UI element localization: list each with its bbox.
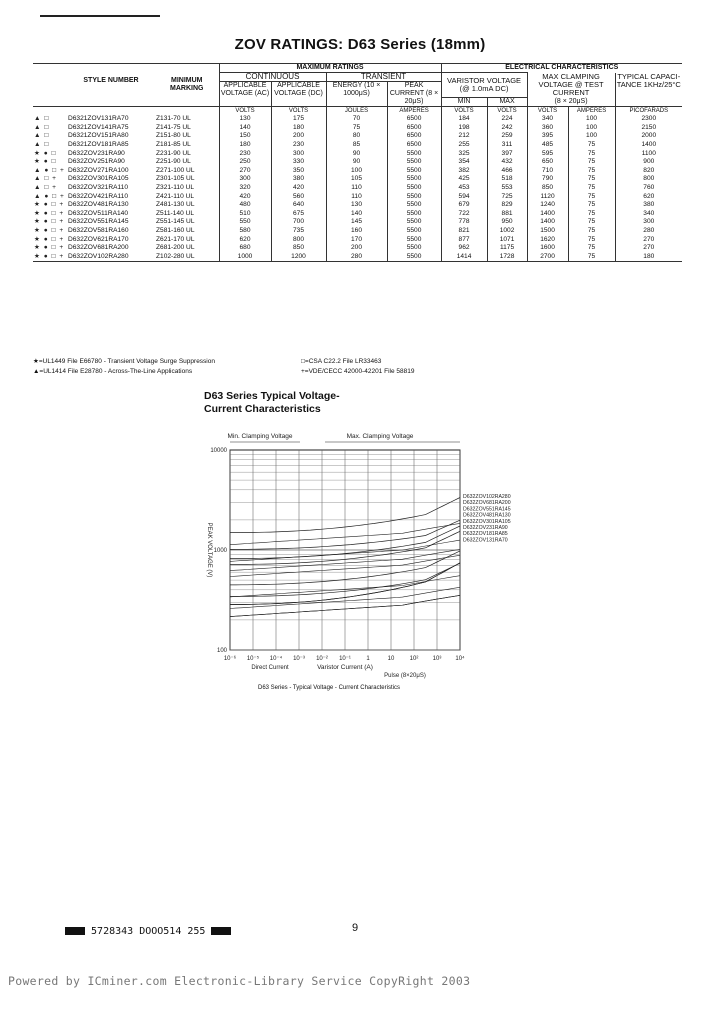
table-cell-vmax: 950: [487, 218, 527, 227]
table-cell-style: D632ZOV321RA110: [68, 184, 128, 192]
table-row: [33, 132, 682, 141]
table-cell-peak: 6500: [387, 115, 441, 124]
x-tick-label: 10⁴: [455, 656, 465, 662]
table-cell-clamp_i: 100: [568, 115, 615, 124]
approval-symbols: ▲ □ +: [34, 184, 58, 192]
table-cell-clamp_i: 75: [568, 227, 615, 236]
footnote-csa: □=CSA C22.2 File LR33463: [301, 358, 382, 365]
table-cell-clamp_i: 75: [568, 210, 615, 219]
table-cell-vac: 580: [219, 227, 271, 236]
table-cell-cap: 620: [615, 192, 682, 201]
table-cell-energy: 105: [326, 175, 387, 184]
table-cell-style: D6321ZOV131RA70: [68, 115, 129, 123]
varistor-voltage-header: VARISTOR VOLTAGE (@ 1.0mA DC): [441, 73, 527, 98]
table-cell-vac: 1000: [219, 253, 271, 262]
table-cell-cap: 2000: [615, 132, 682, 141]
x-tick-label: 10⁻⁶: [223, 656, 237, 662]
table-cell-vmin: 453: [441, 184, 487, 193]
table-cell-marking: Z321-110 UL: [156, 184, 194, 192]
x-tick-label: 10³: [432, 656, 442, 662]
clamping-pulse-header: (8 × 20μS): [527, 97, 615, 106]
table-row: [33, 141, 682, 150]
y-tick-label: 1000: [213, 548, 227, 554]
table-cell-clamp_i: 75: [568, 218, 615, 227]
table-cell-vdc: 640: [271, 201, 326, 210]
table-cell-marking: Z551-145 UL: [156, 218, 195, 226]
table-cell-clamp_v: 790: [527, 175, 568, 184]
table-cell-clamp_v: 1240: [527, 201, 568, 210]
table-row: [33, 201, 682, 210]
table-cell-vmax: 242: [487, 124, 527, 133]
table-cell-vmax: 1071: [487, 235, 527, 244]
scan-block-icon: [65, 927, 85, 935]
table-cell-vdc: 560: [271, 192, 326, 201]
table-cell-clamp_v: 595: [527, 149, 568, 158]
table-cell-energy: 110: [326, 192, 387, 201]
table-cell-style: D6321ZOV141RA75: [68, 123, 129, 131]
table-cell-marking: Z421-110 UL: [156, 192, 194, 200]
table-cell-clamp_v: 1500: [527, 227, 568, 236]
approval-symbols: ★ ● □: [34, 158, 57, 166]
legend-entry: D632ZOV481RA130: [463, 512, 511, 519]
table-cell-vdc: 800: [271, 235, 326, 244]
table-cell-marking: Z271-100 UL: [156, 166, 195, 174]
table-cell-clamp_v: 1120: [527, 192, 568, 201]
table-cell-marking: Z681-200 UL: [156, 244, 195, 252]
table-cell-vmin: 325: [441, 149, 487, 158]
table-cell-cap: 1400: [615, 141, 682, 150]
table-row: [33, 192, 682, 201]
table-cell-cap: 900: [615, 158, 682, 167]
typical-capacitance-header: TYPICAL CAPACI- TANCE 1KHz/25°C: [615, 73, 682, 107]
table-row: [33, 167, 682, 176]
table-cell-style: D632ZOV481RA130: [68, 201, 129, 209]
table-cell-clamp_i: 75: [568, 235, 615, 244]
vi-chart: [190, 425, 511, 680]
chart-grid: [230, 450, 460, 650]
table-cell-vmin: 1414: [441, 253, 487, 262]
table-cell-cap: 270: [615, 235, 682, 244]
table-cell-cap: 280: [615, 227, 682, 236]
y-tick-label: 10000: [210, 448, 227, 454]
approval-symbols: ▲ □: [34, 123, 50, 131]
table-cell-vac: 180: [219, 141, 271, 150]
approval-symbols: ▲ □: [34, 141, 50, 149]
x-tick-label: 10⁻²: [316, 656, 328, 662]
table-cell-energy: 280: [326, 253, 387, 262]
table-cell-vdc: 700: [271, 218, 326, 227]
table-cell-marking: Z301-105 UL: [156, 175, 195, 183]
table-row: [33, 235, 682, 244]
table-cell-peak: 5500: [387, 201, 441, 210]
table-cell-style: D632ZOV301RA105: [68, 175, 129, 183]
table-cell-vmin: 821: [441, 227, 487, 236]
table-cell-vmin: 255: [441, 141, 487, 150]
maximum-ratings-header: MAXIMUM RATINGS: [219, 64, 441, 73]
approval-symbols: ★ ● □: [34, 149, 57, 157]
table-cell-energy: 145: [326, 218, 387, 227]
table-row: [33, 149, 682, 158]
unit-cell: JOULES: [326, 107, 387, 116]
table-cell-peak: 5500: [387, 244, 441, 253]
table-cell-style: D632ZOV511RA140: [68, 209, 128, 217]
table-cell-marking: Z151-80 UL: [156, 132, 191, 140]
table-cell-vdc: 850: [271, 244, 326, 253]
table-cell-marking: Z102-280 UL: [155, 253, 219, 262]
chart-title: [204, 390, 340, 416]
continuous-header: CONTINUOUS: [219, 73, 326, 82]
table-cell-clamp_v: 650: [527, 158, 568, 167]
minimum-marking-header: MINIMUM MARKING: [170, 76, 204, 92]
table-cell-vmax: 1175: [487, 244, 527, 253]
page-title: ZOV RATINGS: D63 Series (18mm): [234, 36, 486, 53]
max-header: MAX: [487, 97, 527, 106]
table-cell-vmin: 962: [441, 244, 487, 253]
table-cell-vac: 300: [219, 175, 271, 184]
table-cell-vmin: 212: [441, 132, 487, 141]
table-cell-vdc: 330: [271, 158, 326, 167]
peak-current-header: PEAK CURRENT (8 × 20μS): [387, 82, 441, 107]
table-cell-vac: 510: [219, 210, 271, 219]
table-cell-vmin: 679: [441, 201, 487, 210]
table-cell-style: D6321ZOV181RA85: [68, 141, 129, 149]
table-cell-peak: 6500: [387, 132, 441, 141]
approval-symbols: ▲ ● □ +: [34, 166, 65, 174]
legend-entry: D632ZOV131RA70: [463, 537, 508, 544]
table-cell-clamp_i: 75: [568, 192, 615, 201]
table-cell-vac: 150: [219, 132, 271, 141]
table-cell-clamp_v: 1400: [527, 218, 568, 227]
min-clamping-label: Min. Clamping Voltage: [227, 433, 293, 440]
unit-cell: AMPERES: [568, 107, 615, 116]
approval-symbols: ★ ● □ +: [34, 209, 65, 217]
table-cell-vmax: 1002: [487, 227, 527, 236]
table-cell-clamp_v: 2700: [527, 253, 568, 262]
page-number: 9: [352, 922, 359, 934]
table-cell-cap: 340: [615, 210, 682, 219]
table-cell-cap: 380: [615, 201, 682, 210]
approval-symbols: ▲ □: [34, 115, 50, 123]
max-clamping-label: Max. Clamping Voltage: [346, 433, 414, 440]
table-cell-vmin: 354: [441, 158, 487, 167]
table-cell-energy: 200: [326, 244, 387, 253]
table-row: [33, 115, 682, 124]
table-cell-energy: 90: [326, 149, 387, 158]
transient-header: TRANSIENT: [326, 73, 441, 82]
table-cell-cap: 1100: [615, 149, 682, 158]
x-label-direct: Direct Current: [251, 665, 289, 671]
table-cell-vmax: 224: [487, 115, 527, 124]
applicable-voltage-ac-header: APPLICABLE VOLTAGE (AC): [219, 82, 271, 107]
table-cell-vac: 250: [219, 158, 271, 167]
table-row: [33, 244, 682, 253]
top-rule: [40, 15, 160, 17]
scan-code: 5728343 DOOO514 255: [91, 926, 206, 937]
table-cell-clamp_v: 360: [527, 124, 568, 133]
table-cell-cap: 760: [615, 184, 682, 193]
table-cell-vmin: 198: [441, 124, 487, 133]
table-cell-style: D632ZOV681RA200: [68, 244, 129, 252]
table-row: [33, 253, 682, 262]
chart-title-line1: D63 Series Typical Voltage-: [204, 390, 340, 402]
table-cell-energy: 85: [326, 141, 387, 150]
table-row: [33, 218, 682, 227]
table-cell-energy: 90: [326, 158, 387, 167]
table-cell-vac: 550: [219, 218, 271, 227]
table-cell-clamp_v: 1600: [527, 244, 568, 253]
table-cell-cap: 270: [615, 244, 682, 253]
table-cell-vmin: 778: [441, 218, 487, 227]
table-cell-style: D632ZOV102RA280: [67, 253, 155, 262]
table-cell-marking: Z511-140 UL: [156, 209, 194, 217]
table-cell-marking: Z131-70 UL: [156, 115, 191, 123]
table-cell-peak: 6500: [387, 141, 441, 150]
table-cell-clamp_v: 395: [527, 132, 568, 141]
table-cell-energy: 100: [326, 167, 387, 176]
table-cell-energy: 160: [326, 227, 387, 236]
table-cell-clamp_i: 100: [568, 124, 615, 133]
table-cell-marking: Z181-85 UL: [156, 141, 191, 149]
table-cell-peak: 5500: [387, 192, 441, 201]
table-cell-clamp_v: 1400: [527, 210, 568, 219]
table-cell-vmax: 466: [487, 167, 527, 176]
x-tick-label: 10: [387, 656, 395, 662]
table-cell-cap: 300: [615, 218, 682, 227]
table-cell-vmax: 518: [487, 175, 527, 184]
table-cell-cap: 180: [615, 253, 682, 262]
table-cell-clamp_i: 75: [568, 158, 615, 167]
table-cell-energy: 70: [326, 115, 387, 124]
energy-header: ENERGY (10 × 1000μS): [326, 82, 387, 107]
x-axis-label: Varistor Current (A): [317, 664, 373, 671]
unit-cell: AMPERES: [387, 107, 441, 116]
legend-entry: D632ZOV102RA280: [463, 494, 511, 500]
approval-symbols: ★ ● □ +: [34, 244, 65, 252]
table-cell-marking: Z231-90 UL: [156, 149, 191, 157]
table-cell-peak: 5500: [387, 227, 441, 236]
x-tick-label: 10⁻¹: [339, 656, 351, 662]
table-cell-vmin: 722: [441, 210, 487, 219]
legend-entry: D632ZOV231RA90: [463, 525, 508, 531]
x-label-pulse: Pulse (8×20μS): [384, 673, 426, 679]
table-cell-style: D6321ZOV151RA80: [68, 132, 129, 140]
unit-cell: VOLTS: [441, 107, 487, 116]
table-cell-energy: 140: [326, 210, 387, 219]
table-cell-vac: 480: [219, 201, 271, 210]
table-cell-vdc: 200: [271, 132, 326, 141]
table-cell-clamp_v: 485: [527, 141, 568, 150]
x-tick-label: 10⁻⁵: [246, 656, 260, 662]
table-cell-peak: 5500: [387, 167, 441, 176]
table-cell-marking: Z581-160 UL: [156, 227, 195, 235]
table-cell-vdc: 230: [271, 141, 326, 150]
table-cell-vmin: 184: [441, 115, 487, 124]
table-cell-clamp_i: 75: [568, 167, 615, 176]
table-cell-cap: 2150: [615, 124, 682, 133]
table-cell-vmax: 432: [487, 158, 527, 167]
table-cell-vac: 270: [219, 167, 271, 176]
footnote-vde: +=VDE/CECC 42000-42201 File 58819: [301, 368, 415, 375]
table-row: [33, 184, 682, 193]
table-cell-vdc: 175: [271, 115, 326, 124]
table-cell-energy: 80: [326, 132, 387, 141]
chart-labels: [206, 433, 465, 679]
table-cell-clamp_i: 75: [568, 253, 615, 262]
table-cell-vac: 620: [219, 235, 271, 244]
chart-legend: [463, 494, 511, 543]
unit-cell: PICOFARADS: [615, 107, 682, 116]
footnote-ul1449: ★=UL1449 File E66780 - Transient Voltage Surge Suppression: [33, 358, 215, 365]
unit-cell: VOLTS: [219, 107, 271, 116]
table-cell-vdc: 1200: [271, 253, 326, 262]
table-cell-clamp_v: 1620: [527, 235, 568, 244]
table-cell-clamp_i: 75: [568, 175, 615, 184]
approval-symbols: ▲ □: [34, 132, 50, 140]
legend-entry: D632ZOV181RA85: [463, 531, 508, 538]
table-cell-vdc: 735: [271, 227, 326, 236]
table-cell-vmin: 594: [441, 192, 487, 201]
x-tick-label: 10⁻³: [293, 656, 305, 662]
approval-symbols: ▲ ● □ +: [34, 192, 65, 200]
table-cell-vdc: 350: [271, 167, 326, 176]
table-cell-vac: 680: [219, 244, 271, 253]
table-cell-vmax: 397: [487, 149, 527, 158]
table-cell-clamp_v: 710: [527, 167, 568, 176]
x-tick-label: 10²: [409, 656, 419, 662]
chart-title-line2: Current Characteristics: [204, 403, 321, 415]
table-cell-peak: 5500: [387, 158, 441, 167]
unit-cell: VOLTS: [271, 107, 326, 116]
table-cell-marking: Z621-170 UL: [156, 235, 195, 243]
table-cell-peak: 5500: [387, 235, 441, 244]
scan-block-icon: [211, 927, 231, 935]
table-cell-peak: 5500: [387, 184, 441, 193]
table-cell-vac: 130: [219, 115, 271, 124]
table-cell-marking: Z481-130 UL: [156, 201, 195, 209]
table-cell-clamp_i: 75: [568, 149, 615, 158]
powered-by: Powered by ICminer.com Electronic-Library Service CopyRight 2003: [8, 974, 471, 988]
table-cell-cap: 800: [615, 175, 682, 184]
table-cell-style: D632ZOV421RA110: [68, 192, 128, 200]
table-cell-energy: 170: [326, 235, 387, 244]
table-cell-vdc: 180: [271, 124, 326, 133]
ratings-table: [33, 63, 682, 262]
table-row: [33, 210, 682, 219]
table-cell-style: D632ZOV231RA90: [68, 149, 125, 157]
table-row: [33, 158, 682, 167]
footnote-ul1414: ▲=UL1414 File E28780 - Across-The-Line Applications: [33, 368, 193, 375]
table-cell-vac: 420: [219, 192, 271, 201]
approval-symbols: ▲ □ +: [34, 175, 58, 183]
y-axis-label: PEAK VOLTAGE (V): [206, 522, 212, 578]
table-row: [33, 227, 682, 236]
table-cell-cap: 2300: [615, 115, 682, 124]
table-cell-clamp_i: 100: [568, 132, 615, 141]
table-cell-peak: 5500: [387, 210, 441, 219]
x-tick-label: 1: [366, 656, 370, 662]
approval-symbols: ★ ● □ +: [33, 253, 67, 262]
table-cell-vmin: 382: [441, 167, 487, 176]
scan-code-line: [65, 926, 231, 937]
table-cell-style: D632ZOV581RA160: [68, 227, 129, 235]
table-cell-peak: 5500: [387, 253, 441, 262]
table-cell-vmax: 311: [487, 141, 527, 150]
applicable-voltage-dc-header: APPLICABLE VOLTAGE (DC): [271, 82, 326, 107]
table-cell-clamp_i: 75: [568, 244, 615, 253]
table-cell-clamp_i: 75: [568, 184, 615, 193]
table-cell-vac: 320: [219, 184, 271, 193]
table-cell-vac: 230: [219, 149, 271, 158]
table-cell-vmin: 877: [441, 235, 487, 244]
approval-symbols: ★ ● □ +: [34, 235, 65, 243]
table-cell-vmax: 725: [487, 192, 527, 201]
ratings-rows: [33, 115, 682, 262]
table-cell-peak: 5500: [387, 149, 441, 158]
table-cell-vmax: 1728: [487, 253, 527, 262]
max-clamping-header: MAX CLAMPING VOLTAGE @ TEST CURRENT: [527, 73, 615, 98]
table-cell-clamp_v: 850: [527, 184, 568, 193]
table-cell-vmin: 425: [441, 175, 487, 184]
table-cell-vmax: 553: [487, 184, 527, 193]
y-tick-label: 100: [216, 648, 227, 654]
table-cell-style: D632ZOV271RA100: [68, 166, 129, 174]
table-cell-energy: 110: [326, 184, 387, 193]
x-tick-label: 10⁻⁴: [269, 656, 283, 662]
unit-cell: VOLTS: [527, 107, 568, 116]
table-cell-style: D632ZOV621RA170: [68, 235, 129, 243]
table-cell-marking: Z141-75 UL: [156, 123, 191, 131]
table-cell-vdc: 420: [271, 184, 326, 193]
style-number-header: STYLE NUMBER: [83, 76, 139, 84]
table-cell-clamp_v: 340: [527, 115, 568, 124]
unit-cell: VOLTS: [487, 107, 527, 116]
approval-symbols: ★ ● □ +: [34, 227, 65, 235]
table-cell-vac: 140: [219, 124, 271, 133]
table-cell-energy: 130: [326, 201, 387, 210]
table-cell-clamp_i: 75: [568, 201, 615, 210]
table-cell-cap: 820: [615, 167, 682, 176]
approval-symbols: ★ ● □ +: [34, 218, 65, 226]
electrical-characteristics-header: ELECTRICAL CHARACTERISTICS: [441, 64, 682, 73]
table-cell-peak: 5500: [387, 175, 441, 184]
table-cell-energy: 75: [326, 124, 387, 133]
chart-caption: D63 Series - Typical Voltage - Current Characteristics: [258, 685, 400, 691]
table-cell-marking: Z251-90 UL: [156, 158, 191, 166]
table-cell-vdc: 380: [271, 175, 326, 184]
legend-entry: D632ZOV551RA145: [463, 506, 511, 513]
table-cell-peak: 6500: [387, 124, 441, 133]
table-cell-vmax: 829: [487, 201, 527, 210]
table-row: [33, 175, 682, 184]
table-cell-vmax: 259: [487, 132, 527, 141]
table-cell-peak: 5500: [387, 218, 441, 227]
table-cell-style: D632ZOV251RA90: [68, 158, 125, 166]
table-cell-vdc: 300: [271, 149, 326, 158]
approval-symbols: ★ ● □ +: [34, 201, 65, 209]
legend-entry: D632ZOV681RA200: [463, 500, 511, 507]
table-cell-style: D632ZOV551RA145: [68, 218, 129, 226]
table-cell-vmax: 881: [487, 210, 527, 219]
table-row: [33, 124, 682, 133]
min-header: MIN: [441, 97, 487, 106]
table-cell-vdc: 675: [271, 210, 326, 219]
legend-entry: D632ZOV301RA105: [463, 518, 511, 525]
table-cell-clamp_i: 75: [568, 141, 615, 150]
